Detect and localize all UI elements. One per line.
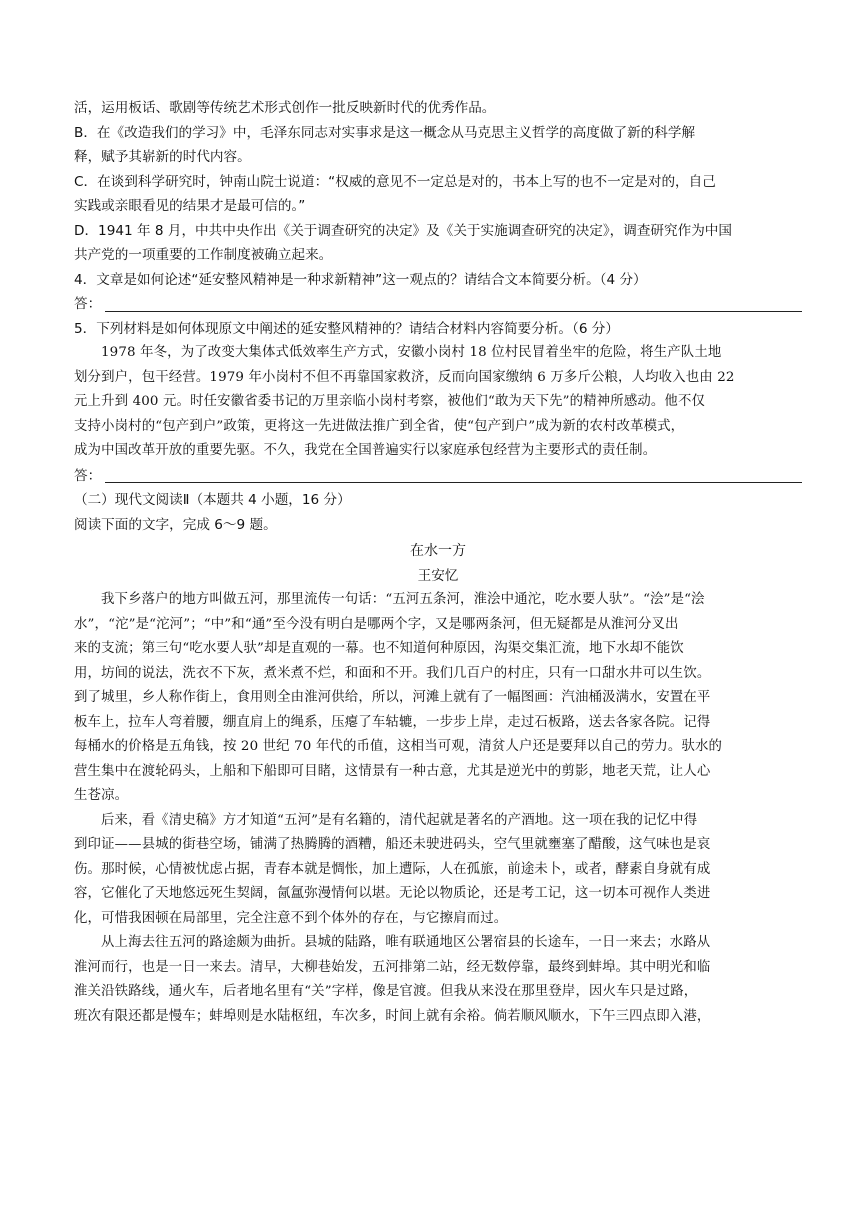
material-line: 1978 年冬，为了改变大集体式低效率生产方式，安徽小岗村 18 位村民冒着坐牢的危险，将生产队土地 bbox=[101, 345, 722, 360]
article-line: 每桶水的价格是五角钱，按 20 世纪 70 年代的币值，这相当可观，清贫人户还是要拜以自己的劳力。驮水的 bbox=[74, 739, 723, 754]
article-line: 从上海去往五河的路途颇为曲折。县城的陆路，唯有联通地区公署宿县的长途车，一日一来去；水路从 bbox=[101, 935, 711, 950]
answer-line-q5[interactable] bbox=[74, 464, 802, 489]
instruction: 阅读下面的文字，完成 6～9 题。 bbox=[74, 516, 277, 533]
article-line: 化，可惜我困顿在局部里，完全注意不到个体外的存在，与它擦肩而过。 bbox=[74, 910, 508, 926]
article-line: 容，它催化了天地悠远死生契阔，氤氲弥漫情何以堪。无论以物质论，还是考工记，这一切本可视作人类进 bbox=[74, 886, 711, 901]
article-line: 到印证——县城的街巷空场，铺满了热腾腾的酒糟，船还未驶进码头，空气里就壅塞了醋酸，这气味也是哀 bbox=[74, 837, 711, 852]
article-line: 来的支流；第三句“吃水要人驮”却是直观的一幕。也不知道何种原因，沟渠交集汇流，地下水却不能饮 bbox=[74, 641, 684, 656]
option-line: D．1941 年 8 月，中共中央作出《关于调查研究的决定》及《关于实施调查研究的决定》，调查研究作为中国 bbox=[74, 222, 732, 239]
article-line: 用，坊间的说法，洗衣不下灰，煮米煮不烂，和面和不开。我们几百户的村庄，只有一口甜水井可以生饮。 bbox=[74, 665, 711, 681]
option-line: 释，赋予其崭新的时代内容。 bbox=[74, 149, 251, 165]
material-line: 元上升到 400 元。时任安徽省委书记的万里亲临小岗村考察，被他们“敢为天下先”的精神所感动。他不仅 bbox=[74, 394, 706, 409]
article-author: 王安忆 bbox=[417, 567, 459, 584]
article-line: 板车上，拉车人弯着腰，绷直肩上的绳系，压瘪了车轱辘，一步步上岸，走过石板路，送去各家各院。记得 bbox=[74, 714, 711, 730]
section-heading: （二）现代文阅读Ⅱ（本题共 4 小题，16 分） bbox=[74, 492, 351, 508]
article-line: 后来，看《清史稿》方才知道“五河”是有名籍的，清代起就是著名的产酒地。这一项在我的记忆中得 bbox=[101, 812, 698, 828]
answer-label: 答： bbox=[74, 296, 102, 312]
option-line: 实践或亲眼看见的结果才是最可信的。” bbox=[74, 198, 306, 214]
options-block bbox=[74, 96, 802, 268]
option-line: C．在谈到科学研究时，钟南山院士说道：“权威的意见不一定总是对的，书本上写的也不一定是对的，自己 bbox=[74, 173, 716, 190]
material-line: 支持小岗村的“包产到户”政策，更将这一先进做法推广到全省，使“包产到户”成为新的农村改革模式， bbox=[74, 418, 685, 434]
article-line: 班次有限还都是慢车；蚌埠则是水陆枢纽，车次多，时间上就有余裕。倘若顺风顺水，下午三四点即入港， bbox=[74, 1008, 711, 1024]
answer-label: 答： bbox=[74, 467, 102, 484]
article-line: 营生集中在渡轮码头，上船和下船即可目睹，这情景有一种古意，尤其是逆光中的剪影，地老天荒，让人心 bbox=[74, 763, 711, 779]
material-line: 划分到户，包干经营。1979 年小岗村不但不再靠国家救济，反而向国家缴纳 6 万多斤公粮，人均收入也由 22 bbox=[74, 369, 735, 385]
question-5: 5．下列材料是如何体现原文中阐述的延安整风精神的？请结合材料内容简要分析。（6 分） bbox=[74, 320, 619, 337]
article-body bbox=[74, 588, 802, 1029]
article-line: 伤。那时候，心情被忧虑占据，青春本就是惆怅，加上遭际，人在孤旅，前途未卜，或者，酵素自身就有成 bbox=[74, 861, 711, 877]
article-title: 在水一方 bbox=[410, 543, 466, 559]
article-line: 我下乡落户的地方叫做五河，那里流传一句话：“五河五条河，淮浍中通沱，吃水要人驮”。“浍”是“浍 bbox=[101, 592, 705, 607]
answer-line-q4[interactable] bbox=[74, 292, 802, 317]
article-line: 到了城里，乡人称作街上，食用则全由淮河供给，所以，河滩上就有了一幅图画：汽油桶汲满水，安置在平 bbox=[74, 690, 711, 705]
article-line: 淮河而行，也是一日一来去。清早，大柳巷始发，五河排第二站，经无数停靠，最终到蚌埠。其中明光和临 bbox=[74, 959, 711, 975]
article-line: 水”，“沱”是“沱河”；“中”和“通”至今没有明白是哪两个字，又是哪两条河，但无疑都是从淮河分叉出 bbox=[74, 616, 679, 632]
option-line: 活，运用板话、歌剧等传统艺术形式创作一批反映新时代的优秀作品。 bbox=[74, 100, 496, 116]
material-line: 成为中国改革开放的重要先驱。不久，我党在全国普遍实行以家庭承包经营为主要形式的责任制。 bbox=[74, 443, 657, 458]
option-line: 共产党的一项重要的工作制度被确立起来。 bbox=[74, 247, 333, 263]
q5-material bbox=[74, 341, 802, 464]
question-4: 4．文章是如何论述“延安整风精神是一种求新精神”这一观点的？请结合文本简要分析。（4 分） bbox=[74, 271, 647, 288]
option-line: B．在《改造我们的学习》中，毛泽东同志对实事求是这一概念从马克思主义哲学的高度做了新的科学解 bbox=[74, 124, 696, 141]
article-line: 淮关沿铁路线，通火车，后者地名里有“关”字样，像是官渡。但我从来没在那里登岸，因火车只是过路， bbox=[74, 984, 698, 999]
document-page bbox=[74, 96, 802, 1029]
answer-rule bbox=[105, 481, 802, 483]
answer-rule bbox=[105, 310, 802, 312]
article-line: 生苍凉。 bbox=[74, 788, 129, 803]
